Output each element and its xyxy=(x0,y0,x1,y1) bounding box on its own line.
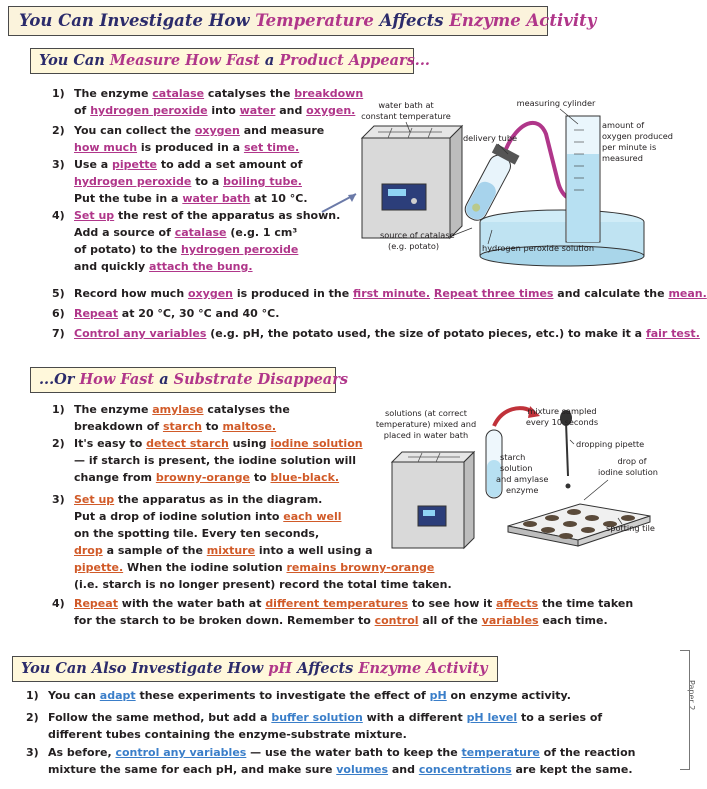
s2-header-part-3: a xyxy=(154,371,174,388)
step-line xyxy=(48,690,571,701)
step-3 xyxy=(52,158,308,205)
step-7 xyxy=(52,327,700,340)
keyword: Repeat three times xyxy=(433,287,554,300)
s1-header-part-2: Measure How Fast xyxy=(109,52,260,69)
label-solutions-3: placed in water bath xyxy=(383,430,469,440)
keyword: drop xyxy=(74,544,103,557)
keyword: buffer solution xyxy=(271,711,363,724)
label-water-bath-2: constant temperature xyxy=(361,111,451,121)
keyword: water bath xyxy=(182,192,251,205)
text-segment: are kept the same. xyxy=(511,763,633,776)
text-segment: these experiments to investigate the effect of xyxy=(135,689,430,702)
keyword: hydrogen peroxide xyxy=(90,104,208,117)
s2-header-part-2: How Fast xyxy=(79,371,155,388)
step-line xyxy=(74,615,608,626)
text-segment: change from xyxy=(74,471,156,484)
keyword: hydrogen peroxide xyxy=(180,243,299,256)
text-segment: to a series of xyxy=(517,711,603,724)
text-segment: You can collect the xyxy=(74,124,195,137)
keyword: mixture xyxy=(206,544,256,557)
text-segment: with the water bath at xyxy=(117,597,266,610)
keyword: breakdown xyxy=(294,87,364,100)
text-segment: of xyxy=(74,104,91,117)
keyword: mean. xyxy=(668,287,707,300)
step-1 xyxy=(52,87,364,117)
text-segment: on enzyme activity. xyxy=(446,689,571,702)
label-starch-4: enzyme xyxy=(506,485,539,495)
s1-header-part-4: Product Appears... xyxy=(279,52,430,69)
water-bath-2 xyxy=(392,452,474,548)
step-3 xyxy=(52,493,452,591)
text-segment: Use a xyxy=(74,158,113,171)
step-line xyxy=(74,455,356,466)
text-segment: mixture the same for each pH, and make sure xyxy=(48,763,337,776)
text-segment: and quickly xyxy=(74,260,150,273)
label-measuring-cylinder: measuring cylinder xyxy=(516,98,596,108)
keyword: control any variables xyxy=(115,746,247,759)
text-segment: to xyxy=(250,471,271,484)
keyword: variables xyxy=(481,614,539,627)
catalase-apparatus-diagram xyxy=(322,94,700,274)
step-line xyxy=(74,472,339,483)
step-line xyxy=(74,142,299,153)
text-segment: a sample of the xyxy=(102,544,207,557)
keyword: first minute. xyxy=(353,287,431,300)
step-line xyxy=(74,421,276,432)
label-water-bath-1: water bath at xyxy=(378,100,434,110)
step-number: 1) xyxy=(52,87,65,100)
step-line xyxy=(48,712,602,723)
step-number: 1) xyxy=(52,403,65,416)
text-segment: and measure xyxy=(239,124,325,137)
keyword: fair test. xyxy=(645,327,700,340)
text-segment: with a different xyxy=(362,711,467,724)
step-2 xyxy=(52,437,363,484)
s3-header-part-3: Affects xyxy=(292,660,359,677)
step-line xyxy=(74,244,298,255)
step-1 xyxy=(26,689,571,702)
text-segment: different tubes containing the enzyme-substrate mixture. xyxy=(48,728,407,741)
text-segment: is produced in the xyxy=(233,287,354,300)
step-line xyxy=(74,404,290,415)
section1-header xyxy=(30,48,430,74)
text-segment: It's easy to xyxy=(74,437,147,450)
label-mixture-sampled-1: mixture sampled xyxy=(527,406,597,416)
text-segment: — if starch is present, the iodine solution will xyxy=(74,454,356,467)
step-1 xyxy=(52,403,290,433)
step-5 xyxy=(52,287,707,300)
keyword: concentrations xyxy=(418,763,512,776)
keyword: adapt xyxy=(99,689,136,702)
keyword: attach the bung. xyxy=(149,260,253,273)
keyword: volumes xyxy=(336,763,389,776)
text-segment: the time taken xyxy=(538,597,634,610)
label-delivery-tube: delivery tube xyxy=(462,133,518,143)
text-segment: all of the xyxy=(418,614,482,627)
text-segment: and xyxy=(388,763,419,776)
step-line xyxy=(74,159,302,170)
label-spotting-tile: spotting tile xyxy=(606,523,655,533)
keyword: iodine solution xyxy=(270,437,363,450)
label-amount-oxygen-4: measured xyxy=(602,153,643,163)
banner-part-4: Enzyme Activity xyxy=(449,11,597,30)
text-segment: Follow the same method, but add a xyxy=(48,711,272,724)
step-line xyxy=(74,227,297,238)
step-line xyxy=(74,88,363,99)
text-segment: When the iodine solution xyxy=(123,561,287,574)
text-segment: breakdown of xyxy=(74,420,163,433)
s3-header-part-1: You Can Also Investigate How xyxy=(21,660,269,677)
text-segment: and calculate the xyxy=(553,287,669,300)
text-segment: You can xyxy=(48,689,100,702)
keyword: pH xyxy=(429,689,447,702)
section3-header xyxy=(12,656,498,682)
s3-header-part-4: Enzyme Activity xyxy=(358,660,488,677)
step-2 xyxy=(26,711,603,741)
label-drop-iodine-2: iodine solution xyxy=(597,467,659,477)
step-line xyxy=(74,545,373,556)
step-number: 3) xyxy=(26,746,39,759)
step-number: 1) xyxy=(26,689,39,702)
amylase-apparatus-diagram xyxy=(372,400,698,580)
text-segment: into a well using a xyxy=(255,544,373,557)
text-segment: to xyxy=(201,420,223,433)
banner-part-3: Affects xyxy=(373,11,450,30)
keyword: affects xyxy=(496,597,539,610)
step-line xyxy=(74,494,322,505)
text-segment: — use the water bath to keep the xyxy=(246,746,462,759)
text-segment: Record how much xyxy=(74,287,188,300)
step-line xyxy=(74,288,707,299)
step-4 xyxy=(52,209,341,273)
text-segment: the rest of the apparatus as shown. xyxy=(114,209,341,222)
label-starch-3: and amylase xyxy=(496,474,549,484)
step-number: 2) xyxy=(52,124,65,137)
text-segment: Put a drop of iodine solution into xyxy=(74,510,284,523)
label-solutions-2: temperature) mixed and xyxy=(375,419,477,429)
text-segment: on the spotting tile. Every ten seconds, xyxy=(74,527,320,540)
keyword: set time. xyxy=(243,141,300,154)
step-4 xyxy=(52,597,634,627)
text-segment: Put the tube in a xyxy=(74,192,183,205)
keyword: pH level xyxy=(466,711,518,724)
text-segment: (e.g. pH, the potato used, the size of potato pieces, etc.) to make it a xyxy=(206,327,646,340)
step-line xyxy=(74,328,700,339)
keyword: Repeat xyxy=(74,597,118,610)
text-segment: for the starch to be broken down. Remember to xyxy=(74,614,375,627)
keyword: Set up xyxy=(74,209,115,222)
step-line xyxy=(74,210,340,221)
step-line xyxy=(74,125,324,136)
measuring-cylinder xyxy=(566,116,600,242)
keyword: control xyxy=(374,614,419,627)
step-2 xyxy=(52,124,325,154)
s2-header-part-4: Substrate Disappears xyxy=(173,371,349,388)
text-segment: catalyses the xyxy=(203,403,290,416)
step-line xyxy=(74,438,363,449)
keyword: oxygen xyxy=(188,287,233,300)
step-number: 6) xyxy=(52,307,65,320)
keyword: starch xyxy=(162,420,202,433)
keyword: Set up xyxy=(74,493,115,506)
step-line xyxy=(74,193,308,204)
step-number: 3) xyxy=(52,493,65,506)
text-segment: to add a set amount of xyxy=(157,158,303,171)
text-segment: of the reaction xyxy=(539,746,636,759)
keyword: amylase xyxy=(152,403,204,416)
text-segment: As before, xyxy=(48,746,116,759)
keyword: boiling tube. xyxy=(223,175,302,188)
step-line xyxy=(74,261,253,272)
keyword: blue-black. xyxy=(270,471,340,484)
label-amount-oxygen-3: per minute is xyxy=(602,142,657,152)
step-number: 2) xyxy=(52,437,65,450)
step-line xyxy=(74,598,633,609)
keyword: remains browny-orange xyxy=(286,561,435,574)
top-banner xyxy=(8,6,597,36)
step-line xyxy=(74,308,279,319)
section3-steps xyxy=(26,690,666,780)
step-line xyxy=(48,729,407,740)
keyword: hydrogen peroxide xyxy=(74,175,192,188)
step-number: 2) xyxy=(26,711,39,724)
keyword: temperature xyxy=(461,746,540,759)
text-segment: at 10 °C. xyxy=(250,192,308,205)
label-catalase-source-1: source of catalase xyxy=(380,230,455,240)
keyword: oxygen. xyxy=(306,104,356,117)
text-segment: Add a source of xyxy=(74,226,175,239)
label-drop-iodine-1: drop of xyxy=(617,456,647,466)
text-segment: into xyxy=(207,104,240,117)
text-segment: of potato) to the xyxy=(74,243,181,256)
text-segment: at 20 °C, 30 °C and 40 °C. xyxy=(117,307,280,320)
banner-part-1: You Can Investigate How xyxy=(19,11,256,30)
text-segment: to see how it xyxy=(408,597,497,610)
s3-header-part-2: pH xyxy=(268,660,293,677)
step-number: 4) xyxy=(52,209,65,222)
label-starch-2: solution xyxy=(500,463,533,473)
section2-header xyxy=(30,367,349,393)
step-3 xyxy=(26,746,636,776)
step-line xyxy=(48,764,633,775)
keyword: Repeat xyxy=(74,307,118,320)
step-line xyxy=(74,105,355,116)
label-solutions-1: solutions (at correct xyxy=(385,408,467,418)
step-line xyxy=(48,747,635,758)
keyword: Control any variables xyxy=(74,327,207,340)
text-segment: is produced in a xyxy=(137,141,244,154)
s1-header-part-1: You Can xyxy=(39,52,110,69)
text-segment: catalyses the xyxy=(204,87,295,100)
step-number: 5) xyxy=(52,287,65,300)
text-segment: The enzyme xyxy=(74,87,153,100)
label-dropping-pipette: dropping pipette xyxy=(576,439,645,449)
step-6 xyxy=(52,307,280,320)
banner-part-2: Temperature xyxy=(255,11,374,30)
step-number: 4) xyxy=(52,597,65,610)
step-line xyxy=(74,579,452,590)
keyword: pipette. xyxy=(74,561,124,574)
step-number: 7) xyxy=(52,327,65,340)
text-segment: the apparatus as in the diagram. xyxy=(114,493,323,506)
step-line xyxy=(74,176,302,187)
text-segment: The enzyme xyxy=(74,403,153,416)
step-line xyxy=(74,511,342,522)
text-segment: using xyxy=(228,437,271,450)
label-h2o2-solution: hydrogen peroxide solution xyxy=(482,243,595,253)
keyword: catalase xyxy=(174,226,227,239)
keyword: each well xyxy=(283,510,342,523)
keyword: detect starch xyxy=(146,437,229,450)
s2-header-part-1: ...Or xyxy=(39,371,80,388)
keyword: pipette xyxy=(112,158,157,171)
text-segment: (e.g. 1 cm³ xyxy=(226,226,298,239)
text-segment: and xyxy=(275,104,307,117)
text-segment: to a xyxy=(191,175,224,188)
keyword: maltose. xyxy=(222,420,277,433)
text-segment: each time. xyxy=(538,614,608,627)
step-number: 3) xyxy=(52,158,65,171)
keyword: different temperatures xyxy=(265,597,409,610)
page-edge-bracket xyxy=(680,650,690,770)
label-amount-oxygen-1: amount of xyxy=(602,120,645,130)
label-catalase-source-2: (e.g. potato) xyxy=(388,241,440,251)
text-segment: (i.e. starch is no longer present) record the total time taken. xyxy=(74,578,452,591)
trough xyxy=(480,210,644,266)
s1-header-part-3: a xyxy=(259,52,280,69)
keyword: catalase xyxy=(152,87,205,100)
water-bath xyxy=(362,126,462,238)
keyword: oxygen xyxy=(194,124,240,137)
label-starch-1: starch xyxy=(500,452,526,462)
side-tab: Paper 2 xyxy=(687,680,696,711)
keyword: how much xyxy=(74,141,138,154)
keyword: water xyxy=(239,104,276,117)
step-line xyxy=(74,528,319,539)
label-amount-oxygen-2: oxygen produced xyxy=(602,131,673,141)
keyword: browny-orange xyxy=(155,471,250,484)
label-mixture-sampled-2: every 10 seconds xyxy=(525,417,599,427)
